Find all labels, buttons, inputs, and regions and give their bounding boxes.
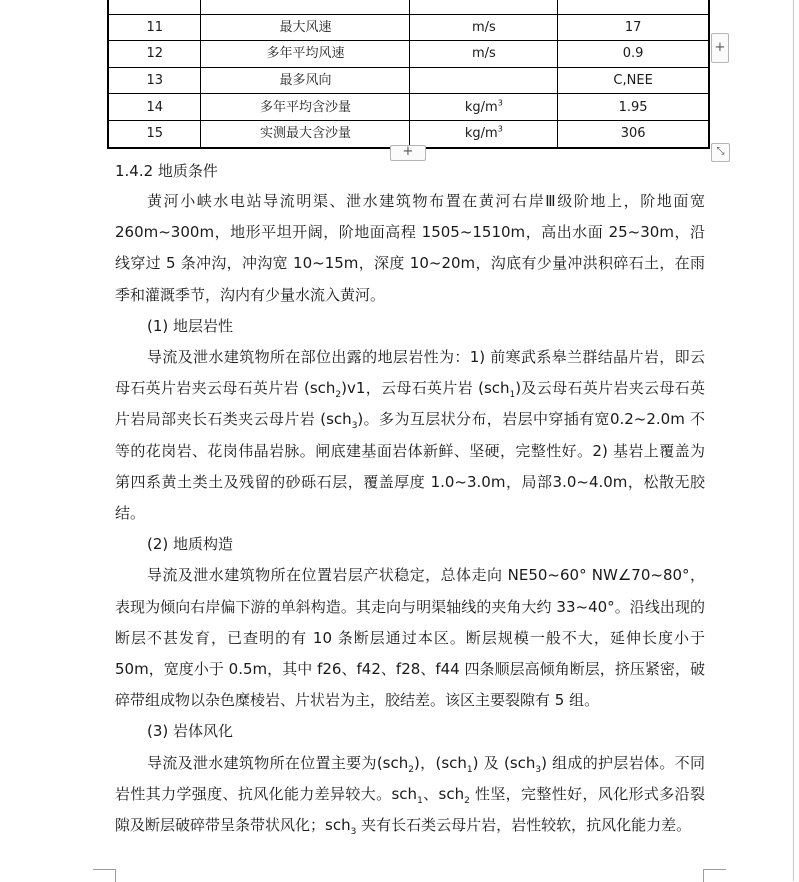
- subheading-weathering: (3) 岩体风化: [147, 722, 234, 741]
- weathering-paragraph: 导流及泄水建筑物所在位置主要为(sch$_2$)，(sch$_1$) 及 (sch$_3$) 组成的护层岩体。不同岩性其力学强度、抗风化能力差异较大。sch$_1$、sch$_2$ 性坚，完整性好，风化形式多沿裂隙及断层破碎带呈条带状风化；sch$_3$ 夹有长石类云母片岩，岩性较软，抗风化能力差。: [115, 753, 705, 838]
- row-unit: m/s: [410, 41, 558, 68]
- row-item: 实测最大含沙量: [201, 120, 410, 147]
- row-item: 多年平均含沙量: [201, 94, 410, 121]
- page-corner-mark-right: [703, 869, 726, 882]
- intro-paragraph: 黄河小峡水电站导流明渠、泄水建筑物布置在黄河右岸Ⅲ级阶地上，阶地面宽260m~300m，地形平坦开阔，阶地面高程 1505~1510m，高出水面 25~30m，沿线穿过 5 条冲沟，冲沟宽 10~15m，深度 10~20m，沟底有少量冲洪积碎石土，在雨季和灌溉季节，沟内有少量水流入黄河。: [115, 192, 705, 304]
- row-number: 11: [108, 14, 201, 41]
- unit-text: kg/m: [464, 99, 498, 115]
- unit-text: kg/m: [464, 126, 498, 142]
- add-row-button[interactable]: +: [390, 145, 426, 161]
- table-row-partial: [108, 0, 709, 14]
- row-number: 13: [108, 67, 201, 94]
- row-unit: [410, 94, 558, 121]
- parameter-table[interactable]: [107, 0, 710, 149]
- subheading-strata: (1) 地层岩性: [147, 316, 234, 335]
- table-row: [108, 41, 709, 68]
- row-value: 306: [558, 120, 709, 147]
- document-body: [115, 186, 705, 841]
- table-row: [108, 67, 709, 94]
- row-item: 最大风速: [201, 14, 410, 41]
- row-number: 15: [108, 120, 201, 147]
- table-row: [108, 94, 709, 121]
- unit-superscript: 3: [497, 98, 503, 108]
- page-edge-rule: [793, 0, 794, 881]
- strata-paragraph: 导流及泄水建筑物所在部位出露的地层岩性为：1) 前寒武系皋兰群结晶片岩，即云母石英片岩夹云母石英片岩 (sch$_2$)v1，云母石英片岩 (sch$_1$)及云母石英片岩夹云母石英片岩局部夹长石类夹云母片岩 (sch$_3$)。多为互层状分布，岩层中穿插有宽0.2~2.0m 不等的花岗岩、花岗伟晶岩脉。闸底建基面岩体新鲜、坚硬，完整性好。2) 基岩上覆盖为第四系黄土类土及残留的砂砾石层，覆盖厚度 1.0~3.0m，局部3.0~4.0m，松散无胶结。: [115, 348, 705, 523]
- row-value: C,NEE: [558, 67, 709, 94]
- subheading-structure: (2) 地质构造: [147, 535, 234, 554]
- row-number: 12: [108, 41, 201, 68]
- add-column-button[interactable]: +: [711, 33, 729, 63]
- row-unit: [410, 120, 558, 147]
- page-corner-mark-left: [93, 869, 116, 882]
- table-resize-handle-icon[interactable]: ⤡: [711, 143, 730, 162]
- row-value: 0.9: [558, 41, 709, 68]
- unit-superscript: 3: [497, 124, 503, 134]
- row-value: 1.95: [558, 94, 709, 121]
- section-heading: 1.4.2 地质条件: [115, 162, 218, 180]
- row-value: 17: [558, 14, 709, 41]
- row-unit: m/s: [410, 14, 558, 41]
- table-row: [108, 14, 709, 41]
- row-number: 14: [108, 94, 201, 121]
- row-unit: [410, 67, 558, 94]
- structure-paragraph: 导流及泄水建筑物所在位置岩层产状稳定，总体走向 NE50~60° NW∠70~80°，表现为倾向右岸偏下游的单斜构造。其走向与明渠轴线的夹角大约 33~40°。沿线出现的断层不甚发育，已查明的有 10 条断层通过本区。断层规模一般不大，延伸长度小于 50m，宽度小于 0.5m，其中 f26、f42、f28、f44 四条顺层高倾角断层，挤压紧密，破碎带组成物以杂色糜棱岩、片状岩为主，胶结差。该区主要裂隙有 5 组。: [115, 566, 705, 710]
- row-item: 多年平均风速: [201, 41, 410, 68]
- row-item: 最多风向: [201, 67, 410, 94]
